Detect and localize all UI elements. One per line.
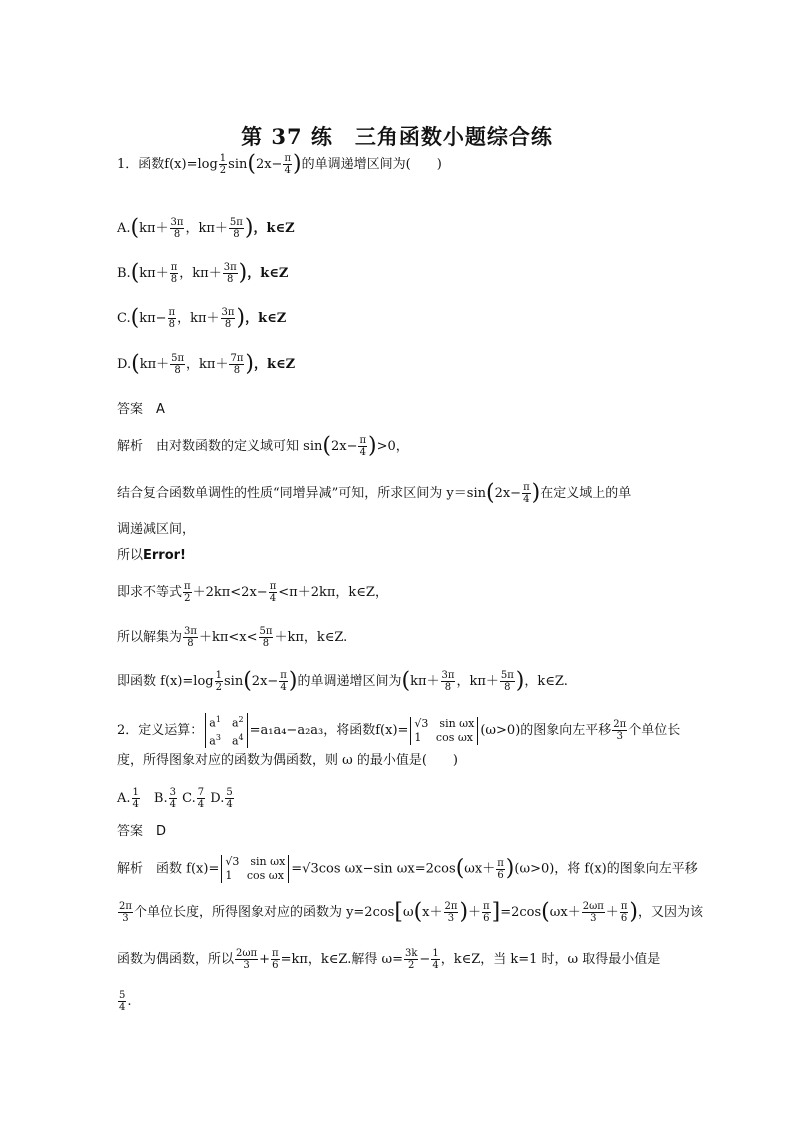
q2-analysis-1: 解析 函数 f(x)= √3 sin ωx 1 cos ωx =√3cos ωx−sin ωx=2cos(ωx＋ $\frac{\pi}{6}$ )(ω>0)，将 f(x)的图象向左平移: [117, 855, 698, 882]
q2-options: A. $\frac{1}{4}$ B. $\frac{3}{4}$ C. $\frac{7}{4}$ D. $\frac{5}{4}$: [117, 787, 233, 810]
q1-analysis-6: 所以解集为 $\frac{3\pi}{8}$ ＋kπ<x< $\frac{5\pi}{8}$ ＋kπ，k∈Z.: [117, 626, 348, 649]
fraction: $\frac{\pi}{6}$: [620, 901, 628, 924]
q1-analysis-1: 解析 由对数函数的定义域可知 sin(2x− $\frac{\pi}{4}$ )>0，: [117, 433, 409, 459]
fraction: $\frac{\pi}{8}$: [170, 262, 178, 285]
fraction: $\frac{1}{2}$: [215, 670, 222, 693]
q1-option-d: D.(kπ＋ $\frac{5\pi}{8}$ ，kπ＋ $\frac{7\pi}{8}$ )，k∈Z: [117, 351, 296, 377]
fraction: $\frac{5\pi}{8}$: [171, 353, 185, 376]
fraction: $\frac{3\pi}{8}$: [223, 262, 237, 285]
fraction: $\frac{7}{4}$: [197, 787, 205, 810]
fraction: $\frac{2\omega\pi}{3}$: [236, 948, 258, 971]
fraction: $\frac{5\pi}{8}$: [229, 217, 243, 240]
fraction: $\frac{3\pi}{8}$: [170, 217, 184, 240]
fraction: $\frac{2\pi}{3}$: [613, 719, 627, 743]
fraction: $\frac{2\pi}{3}$: [444, 901, 458, 924]
fraction: $\frac{3\pi}{8}$: [221, 307, 235, 330]
q2-analysis-4: $\frac{5}{4}$ .: [119, 990, 132, 1013]
fraction: $\frac{3k}{2}$: [404, 948, 418, 971]
determinant: √3 sin ωx 1 cos ωx: [221, 855, 289, 883]
determinant: √3 sin ωx 1 cos ωx: [410, 717, 478, 745]
fraction: $\frac{\pi}{8}$: [168, 307, 176, 330]
fraction: $\frac{1}{2}$: [219, 153, 227, 176]
q2-analysis-2: $\frac{2\pi}{3}$ 个单位长度，所得图象对应的函数为 y=2cos[ω(x＋ $\frac{2\pi}{3}$ )＋ $\frac{\pi}{6}$ ]=2cos(ωx＋ $\frac{2\omega\pi}{3}$ ＋ $\frac{\pi}{6}$ )，又因为该: [119, 899, 703, 925]
q2-stem-line2: 度，所得图象对应的函数为偶函数，则 ω 的最小值是( ): [117, 753, 459, 768]
q1-stem-text: 函数f(x)=log: [138, 157, 218, 172]
q1-analysis-2: 结合复合函数单调性的性质“同增异减”可知，所求区间为 y＝sin(2x− $\frac{\pi}{4}$ )在定义域上的单: [117, 480, 632, 506]
fraction: $\frac{\pi}{6}$: [483, 901, 490, 924]
q1-analysis-3: 调递减区间，: [117, 522, 196, 537]
fraction: $\frac{3\pi}{8}$: [184, 626, 197, 649]
fraction: $\frac{\pi}{6}$: [497, 857, 504, 881]
determinant: $a^1$ $a^2$ $a^3$ $a^4$: [205, 713, 247, 748]
q1-answer: 答案 A: [117, 402, 165, 417]
fraction: $\frac{\pi}{4}$: [284, 153, 292, 176]
fraction: $\frac{2\omega\pi}{3}$: [582, 901, 604, 924]
q2-answer: 答案 D: [117, 824, 167, 839]
q2-analysis-3: 函数为偶函数，所以 $\frac{2\omega\pi}{3}$ + $\frac{\pi}{6}$ =kπ，k∈Z.解得 ω= $\frac{3k}{2}$ − $\frac{1}{4}$ ，k∈Z，当 k=1 时，ω 取得最小值是: [117, 948, 661, 971]
q1-number: 1．: [117, 157, 139, 172]
fraction: $\frac{\pi}{4}$: [280, 670, 287, 693]
fraction: $\frac{5\pi}{8}$: [259, 626, 273, 649]
page-title: 第 37 练 三角函数小题综合练: [241, 124, 553, 149]
fraction: $\frac{1}{4}$: [132, 787, 139, 810]
q2-stem: 2．定义运算： $a^1$ $a^2$ $a^3$ $a^4$ =a₁a₄−a₂a₃，将函数f(x)= √3 sin ωx 1 cos ωx (ω>0)的图象向左平移 $\frac{2\pi}{3}$ 个单位长: [117, 715, 681, 748]
q1-option-b: B.(kπ＋ $\frac{\pi}{8}$ ，kπ＋ $\frac{3\pi}{8}$ )，k∈Z: [117, 260, 289, 286]
fraction: $\frac{\pi}{4}$: [523, 482, 530, 505]
fraction: $\frac{5\pi}{8}$: [500, 670, 514, 693]
fraction: $\frac{7\pi}{8}$: [230, 353, 244, 376]
q1-analysis-7: 即函数 f(x)=log $\frac{1}{2}$ sin(2x− $\frac{\pi}{4}$ )的单调递增区间为(kπ＋ $\frac{3\pi}{8}$ ，kπ＋ $\frac{5\pi}{8}$ )，k∈Z.: [117, 668, 568, 694]
fraction: $\frac{1}{4}$: [432, 948, 439, 971]
error-text: Error!: [143, 548, 186, 563]
fraction: $\frac{\pi}{2}$: [184, 581, 191, 604]
fraction: $\frac{5}{4}$: [226, 787, 233, 810]
q1-analysis-5: 即求不等式 $\frac{\pi}{2}$ ＋2kπ<2x− $\frac{\pi}{4}$ <π＋2kπ，k∈Z，: [117, 581, 388, 604]
fraction: $\frac{\pi}{6}$: [272, 948, 279, 971]
q2-number: 2．: [117, 723, 139, 739]
fraction: $\frac{5}{4}$: [119, 990, 126, 1013]
q1-stem: 1．函数f(x)=log $\frac{1}{2}$ sin(2x− $\frac{\pi}{4}$ )的单调递增区间为( ): [117, 151, 442, 177]
fraction: $\frac{3\pi}{8}$: [441, 670, 455, 693]
fraction: $\frac{2\pi}{3}$: [119, 901, 132, 924]
q1-option-a: A.(kπ＋ $\frac{3\pi}{8}$ ，kπ＋ $\frac{5\pi}{8}$ )，k∈Z: [117, 215, 295, 241]
fraction: $\frac{\pi}{4}$: [359, 435, 367, 458]
fraction: $\frac{3}{4}$: [169, 787, 176, 810]
q1-option-c: C.(kπ− $\frac{\pi}{8}$ ，kπ＋ $\frac{3\pi}{8}$ )，k∈Z: [117, 305, 287, 331]
fraction: $\frac{\pi}{4}$: [269, 581, 277, 604]
q1-analysis-4: 所以Error!: [117, 548, 186, 563]
